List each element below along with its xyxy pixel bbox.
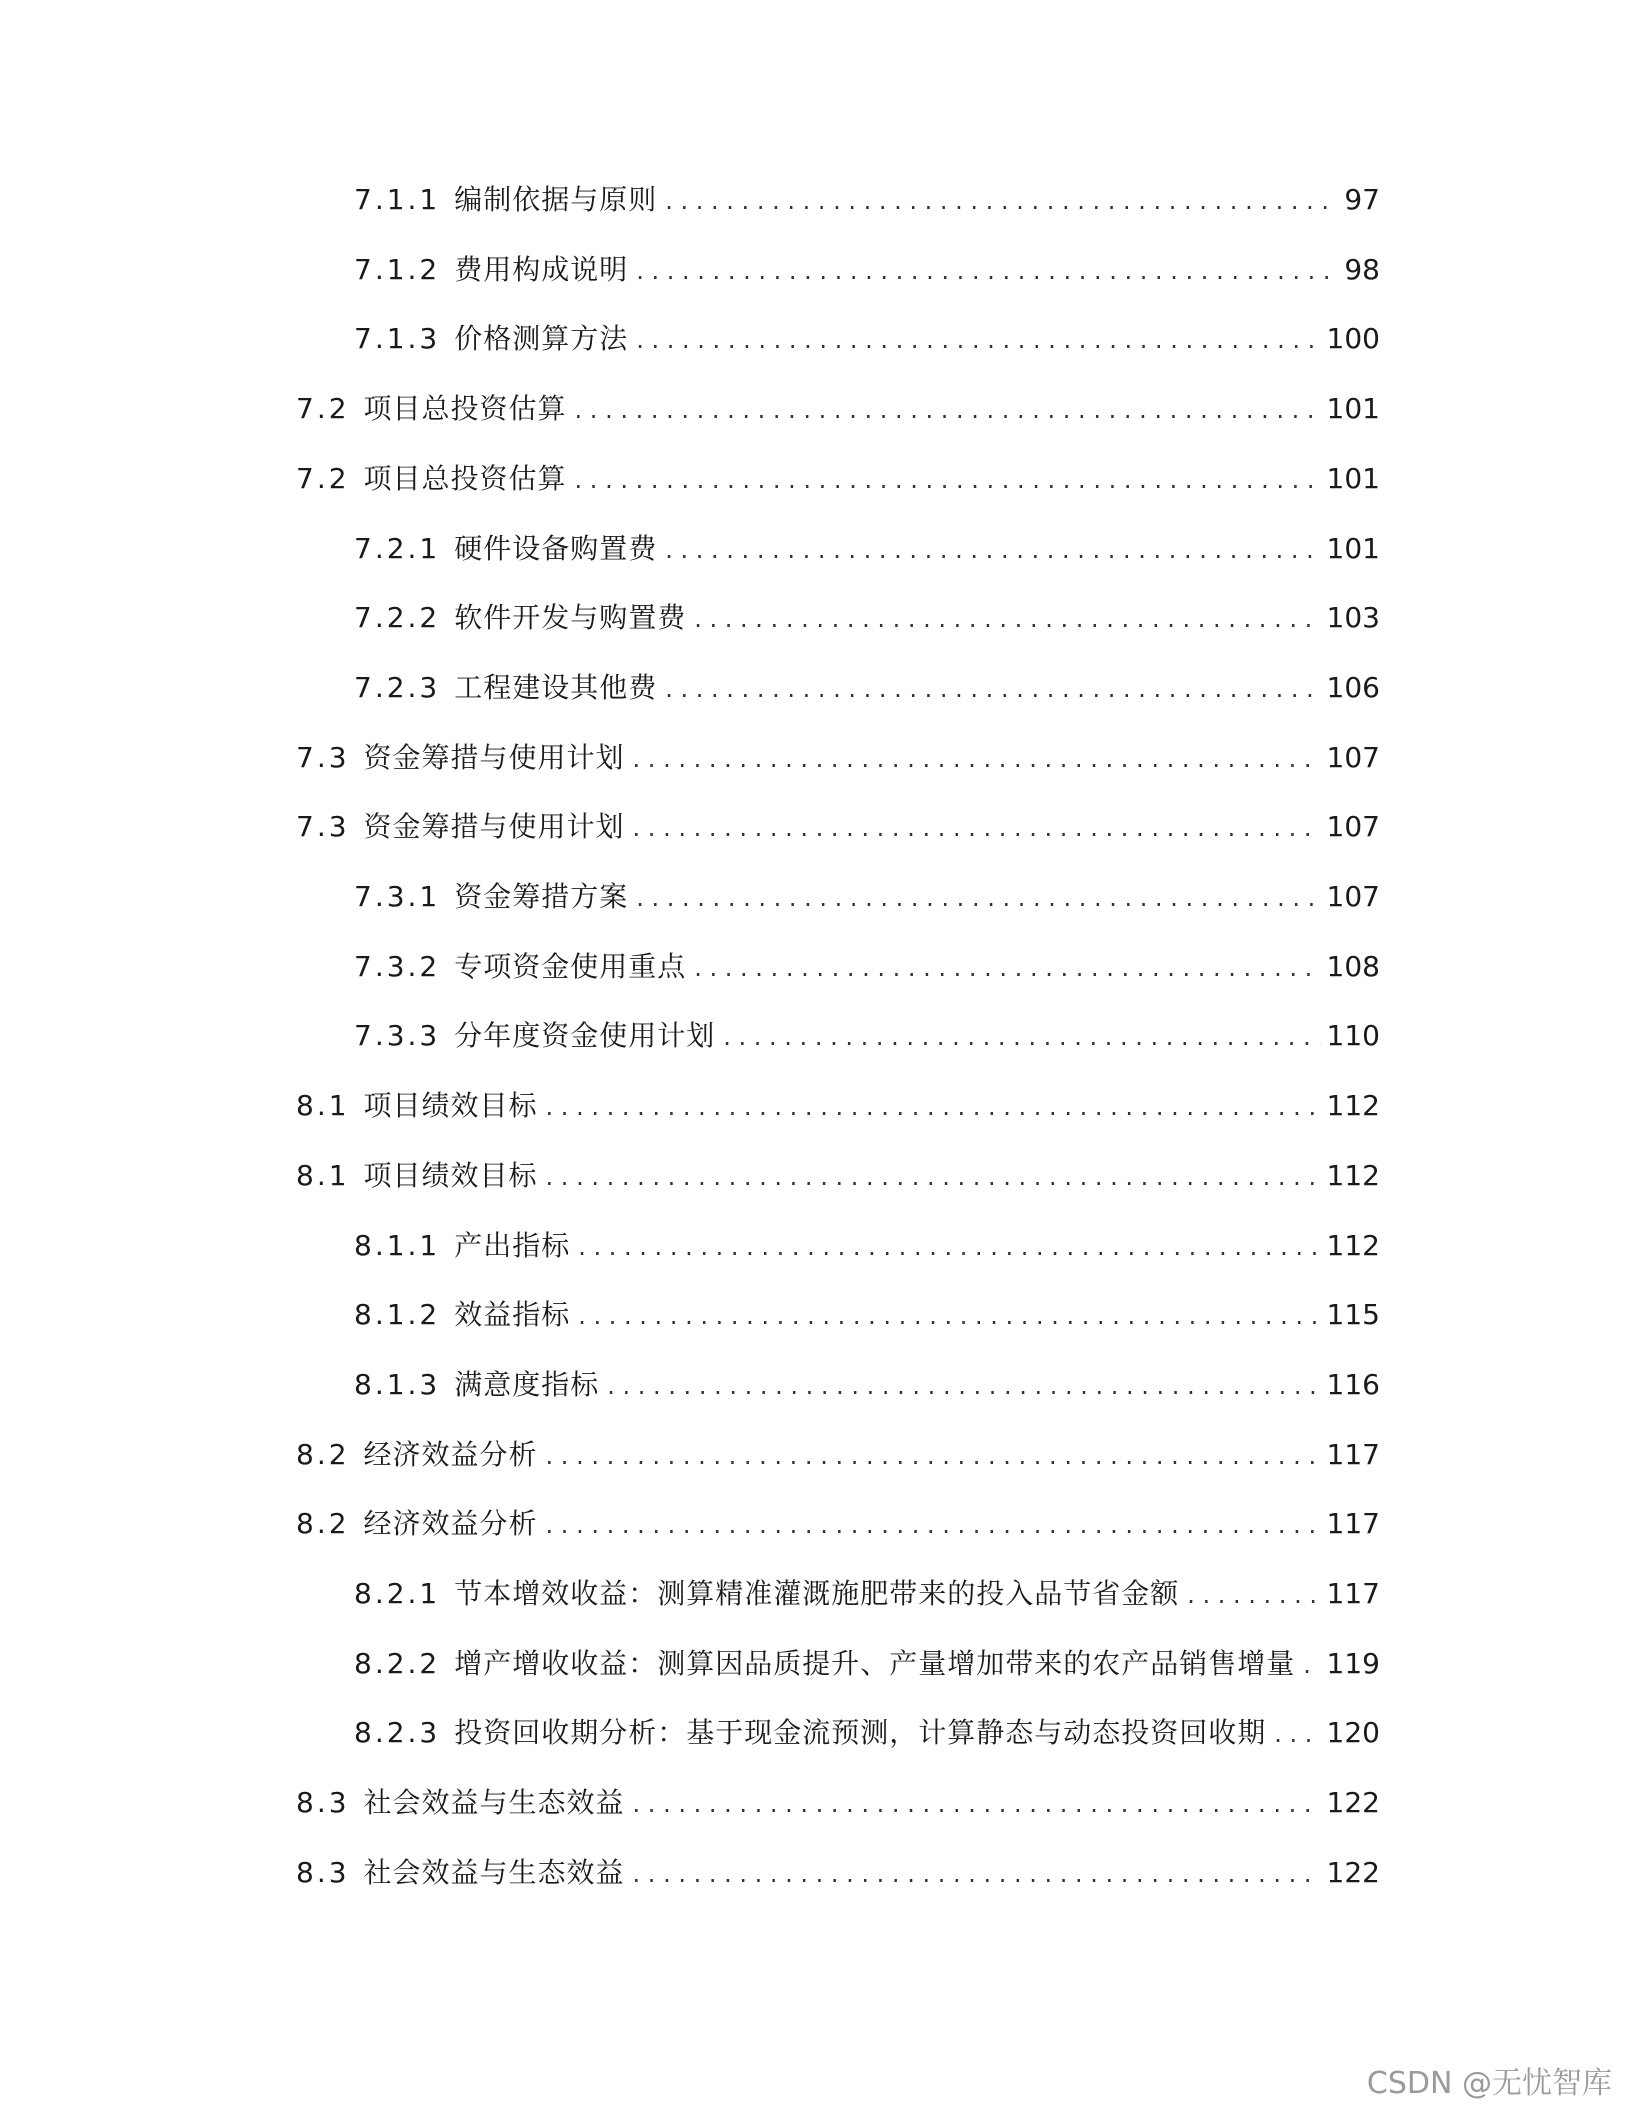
toc-entry-title: 产出指标 [454, 1229, 571, 1262]
toc-entry-title: 项目总投资估算 [363, 392, 567, 425]
toc-entry-number: 7.3 [296, 810, 350, 843]
toc-entry[interactable] [354, 529, 1380, 569]
toc-entry[interactable] [354, 1713, 1380, 1753]
toc-entry-title: 社会效益与生态效益 [363, 1786, 625, 1819]
toc-entry-title: 项目总投资估算 [363, 462, 567, 495]
toc-dot-leader [633, 739, 1321, 779]
toc-entry-title: 硬件设备购置费 [454, 532, 658, 565]
toc-entry[interactable] [296, 1156, 1380, 1196]
toc-dot-leader [578, 1296, 1320, 1336]
toc-entry-title: 满意度指标 [454, 1368, 600, 1401]
toc-entry-page-number: 101 [1326, 532, 1380, 565]
toc-entry-number: 8.1 [296, 1159, 350, 1192]
toc-entry-number: 7.2.1 [354, 532, 441, 565]
toc-entry[interactable] [296, 1783, 1380, 1823]
toc-entry-number: 8.2.2 [354, 1647, 441, 1680]
toc-entry-number: 7.1.3 [354, 322, 441, 355]
toc-entry-number: 7.1.1 [354, 183, 441, 216]
toc-entry-title: 费用构成说明 [454, 253, 629, 286]
toc-entry[interactable] [296, 738, 1380, 778]
toc-entry-number: 7.3 [296, 741, 350, 774]
toc-entry-page-number: 108 [1326, 950, 1380, 983]
toc-entry-number: 7.3.2 [354, 950, 441, 983]
toc-dot-leader [694, 948, 1320, 988]
toc-entry-title: 节本增效收益：测算精准灌溉施肥带来的投入品节省金额 [454, 1577, 1180, 1610]
watermark: CSDN @无忧智库 [1366, 2066, 1612, 2101]
toc-entry-page-number: 97 [1344, 183, 1380, 216]
toc-entry-title: 工程建设其他费 [454, 671, 658, 704]
toc-dot-leader [633, 808, 1321, 848]
toc-entry-title: 专项资金使用重点 [454, 950, 687, 983]
toc-entry-title: 价格测算方法 [454, 322, 629, 355]
toc-entry[interactable] [296, 1435, 1380, 1475]
toc-entry[interactable] [296, 1504, 1380, 1544]
toc-entry-page-number: 117 [1326, 1438, 1380, 1471]
toc-entry-page-number: 117 [1326, 1507, 1380, 1540]
toc-entry[interactable] [354, 668, 1380, 708]
toc-entry-title: 软件开发与购置费 [454, 601, 687, 634]
toc-entry[interactable] [296, 389, 1380, 429]
toc-entry[interactable] [296, 807, 1380, 847]
toc-entry[interactable] [354, 250, 1380, 290]
toc-entry-page-number: 106 [1326, 671, 1380, 704]
toc-entry[interactable] [354, 947, 1380, 987]
toc-entry-number: 8.2.3 [354, 1716, 441, 1749]
toc-entry-number: 7.2.3 [354, 671, 441, 704]
toc-entry[interactable] [354, 1295, 1380, 1335]
toc-entry-title: 资金筹措方案 [454, 880, 629, 913]
toc-entry-page-number: 122 [1326, 1786, 1380, 1819]
toc-entry-title: 项目绩效目标 [363, 1159, 538, 1192]
toc-entry-number: 7.3.3 [354, 1019, 441, 1052]
toc-dot-leader [1303, 1645, 1320, 1685]
toc-dot-leader [575, 460, 1321, 500]
toc-entry-title: 项目绩效目标 [363, 1089, 538, 1122]
toc-dot-leader [636, 320, 1320, 360]
toc-entry[interactable] [296, 1086, 1380, 1126]
toc-entry-page-number: 119 [1326, 1647, 1380, 1680]
toc-entry-number: 8.2 [296, 1507, 350, 1540]
toc-dot-leader [546, 1087, 1321, 1127]
toc-entry-page-number: 101 [1326, 462, 1380, 495]
toc-entry-number: 8.1.2 [354, 1298, 441, 1331]
toc-entry-page-number: 122 [1326, 1856, 1380, 1889]
toc-entry-page-number: 107 [1326, 880, 1380, 913]
toc-entry-title: 经济效益分析 [363, 1438, 538, 1471]
toc-dot-leader [665, 530, 1320, 570]
toc-entry-number: 7.2 [296, 392, 350, 425]
toc-dot-leader [546, 1157, 1321, 1197]
toc-entry-number: 8.2.1 [354, 1577, 441, 1610]
toc-entry[interactable] [296, 1853, 1380, 1893]
toc-dot-leader [694, 599, 1320, 639]
toc-entry[interactable] [296, 459, 1380, 499]
toc-dot-leader [633, 1854, 1321, 1894]
toc-entry-number: 8.3 [296, 1786, 350, 1819]
toc-entry[interactable] [354, 1016, 1380, 1056]
toc-entry[interactable] [354, 598, 1380, 638]
toc-entry-page-number: 98 [1344, 253, 1380, 286]
toc-entry-page-number: 120 [1326, 1716, 1380, 1749]
toc-dot-leader [665, 669, 1320, 709]
toc-entry-number: 7.3.1 [354, 880, 441, 913]
toc-entry-number: 8.2 [296, 1438, 350, 1471]
toc-entry-title: 经济效益分析 [363, 1507, 538, 1540]
toc-entry-page-number: 107 [1326, 741, 1380, 774]
toc-entry-title: 增产增收收益：测算因品质提升、产量增加带来的农产品销售增量 [454, 1647, 1296, 1680]
toc-dot-leader [546, 1436, 1321, 1476]
toc-entry-title: 资金筹措与使用计划 [363, 810, 625, 843]
toc-entry[interactable] [354, 1226, 1380, 1266]
toc-entry-page-number: 112 [1326, 1229, 1380, 1262]
toc-dot-leader [665, 181, 1330, 221]
toc-dot-leader [575, 390, 1321, 430]
toc-entry-number: 8.1.3 [354, 1368, 441, 1401]
toc-dot-leader [546, 1505, 1321, 1545]
toc-entry-title: 资金筹措与使用计划 [363, 741, 625, 774]
toc-entry-page-number: 116 [1326, 1368, 1380, 1401]
toc-entry-page-number: 112 [1326, 1159, 1380, 1192]
toc-entry-title: 投资回收期分析：基于现金流预测，计算静态与动态投资回收期 [454, 1716, 1267, 1749]
toc-entry[interactable] [354, 1574, 1380, 1614]
toc-entry-title: 分年度资金使用计划 [454, 1019, 716, 1052]
toc-entry[interactable] [354, 1365, 1380, 1405]
toc-dot-leader [633, 1784, 1321, 1824]
toc-entry-page-number: 107 [1326, 810, 1380, 843]
toc-entry[interactable] [354, 319, 1380, 359]
toc-entry[interactable] [354, 1644, 1380, 1684]
toc-dot-leader [607, 1366, 1320, 1406]
toc-entry[interactable] [354, 877, 1380, 917]
toc-entry-page-number: 100 [1326, 322, 1380, 355]
toc-dot-leader [636, 878, 1320, 918]
toc-entry-page-number: 117 [1326, 1577, 1380, 1610]
toc-entry-title: 效益指标 [454, 1298, 571, 1331]
toc-entry-title: 编制依据与原则 [454, 183, 658, 216]
toc-entry-page-number: 115 [1326, 1298, 1380, 1331]
toc-entry[interactable] [354, 180, 1380, 220]
toc-entry-number: 8.1.1 [354, 1229, 441, 1262]
toc-entry-page-number: 103 [1326, 601, 1380, 634]
toc-dot-leader [578, 1227, 1320, 1267]
toc-dot-leader [723, 1017, 1320, 1057]
toc-entry-number: 8.3 [296, 1856, 350, 1889]
toc-dot-leader [1274, 1714, 1320, 1754]
toc-entry-number: 7.2 [296, 462, 350, 495]
toc-entry-page-number: 101 [1326, 392, 1380, 425]
toc-entry-number: 7.1.2 [354, 253, 441, 286]
toc-dot-leader [1187, 1575, 1320, 1615]
toc-dot-leader [636, 251, 1330, 291]
toc-entry-title: 社会效益与生态效益 [363, 1856, 625, 1889]
toc-entry-number: 7.2.2 [354, 601, 441, 634]
toc-entry-number: 8.1 [296, 1089, 350, 1122]
toc-entry-page-number: 112 [1326, 1089, 1380, 1122]
toc-entry-page-number: 110 [1326, 1019, 1380, 1052]
